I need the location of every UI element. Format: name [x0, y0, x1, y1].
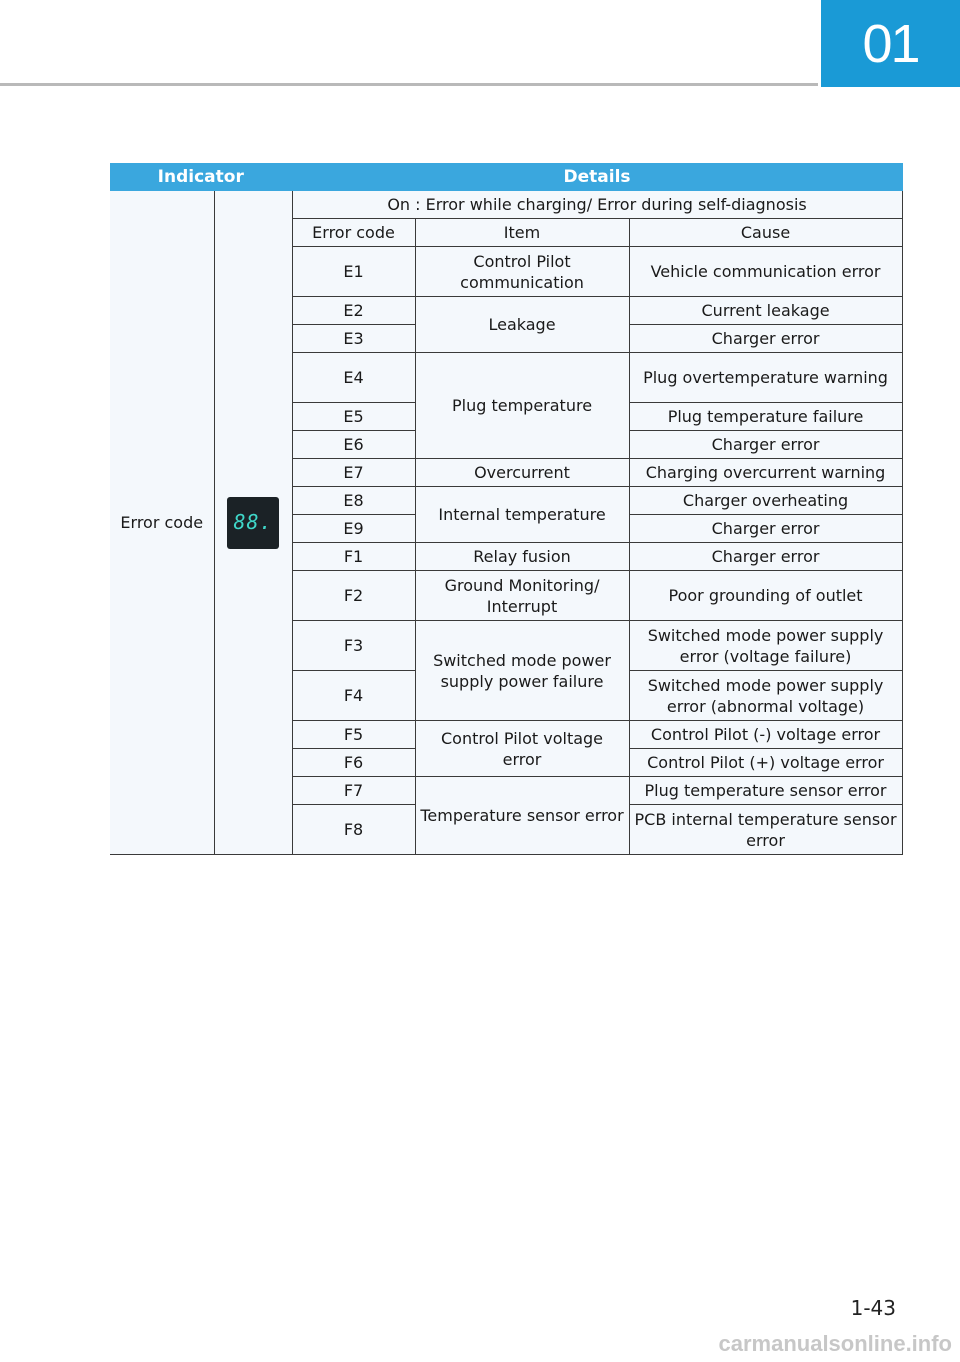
error-code-cell: E1	[292, 247, 415, 297]
watermark: carmanualsonline.info	[718, 1331, 952, 1356]
error-cause-cell: Charger error	[629, 431, 902, 459]
error-code-cell: E7	[292, 459, 415, 487]
display-digits: 88.	[233, 510, 273, 534]
error-code-cell: F6	[292, 749, 415, 777]
error-item-cell: Leakage	[415, 297, 629, 353]
error-cause-cell: Plug overtemperature warning	[629, 353, 902, 403]
error-code-cell: F2	[292, 571, 415, 621]
error-code-cell: F8	[292, 805, 415, 855]
details-summary: On : Error while charging/ Error during self-diagnosis	[292, 191, 902, 219]
error-cause-cell: Switched mode power supply error (abnormal voltage)	[629, 671, 902, 721]
error-cause-cell: Plug temperature failure	[629, 403, 902, 431]
error-item-cell: Overcurrent	[415, 459, 629, 487]
error-code-cell: F1	[292, 543, 415, 571]
error-code-cell: E5	[292, 403, 415, 431]
error-item-cell: Temperature sensor error	[415, 777, 629, 855]
error-item-cell: Relay fusion	[415, 543, 629, 571]
error-code-cell: E8	[292, 487, 415, 515]
page-number: 1-43	[850, 1296, 896, 1320]
header-details: Details	[292, 164, 902, 191]
error-item-cell: Control Pilot voltage error	[415, 721, 629, 777]
error-item-cell: Switched mode power supply power failure	[415, 621, 629, 721]
header-rule	[0, 83, 818, 86]
column-header-item: Item	[415, 219, 629, 247]
error-cause-cell: Charger error	[629, 543, 902, 571]
error-cause-cell: Charger error	[629, 515, 902, 543]
chapter-number: 01	[862, 13, 919, 74]
error-code-cell: E3	[292, 325, 415, 353]
error-cause-cell: Charging overcurrent warning	[629, 459, 902, 487]
indicator-display-cell	[214, 191, 292, 855]
error-cause-cell: Control Pilot (-) voltage error	[629, 721, 902, 749]
error-item-cell: Control Pilot communication	[415, 247, 629, 297]
error-cause-cell: Poor grounding of outlet	[629, 571, 902, 621]
error-code-cell: F3	[292, 621, 415, 671]
indicator-label: Error code	[110, 191, 214, 855]
seven-segment-display-icon	[227, 497, 279, 549]
error-cause-cell: Vehicle communication error	[629, 247, 902, 297]
error-code-cell: F7	[292, 777, 415, 805]
error-cause-cell: Charger overheating	[629, 487, 902, 515]
error-cause-cell: Current leakage	[629, 297, 902, 325]
error-code-cell: E4	[292, 353, 415, 403]
error-code-cell: E2	[292, 297, 415, 325]
error-item-cell: Plug temperature	[415, 353, 629, 459]
error-code-cell: E6	[292, 431, 415, 459]
error-cause-cell: Charger error	[629, 325, 902, 353]
error-code-cell: E9	[292, 515, 415, 543]
column-header-code: Error code	[292, 219, 415, 247]
error-cause-cell: Control Pilot (+) voltage error	[629, 749, 902, 777]
error-cause-cell: Plug temperature sensor error	[629, 777, 902, 805]
error-cause-cell: PCB internal temperature sensor error	[629, 805, 902, 855]
error-item-cell: Internal temperature	[415, 487, 629, 543]
chapter-tab	[821, 0, 960, 87]
error-cause-cell: Switched mode power supply error (voltage failure)	[629, 621, 902, 671]
error-code-cell: F5	[292, 721, 415, 749]
header-indicator: Indicator	[110, 164, 292, 191]
error-code-table	[110, 163, 903, 855]
column-header-cause: Cause	[629, 219, 902, 247]
error-item-cell: Ground Monitoring/ Interrupt	[415, 571, 629, 621]
error-code-cell: F4	[292, 671, 415, 721]
